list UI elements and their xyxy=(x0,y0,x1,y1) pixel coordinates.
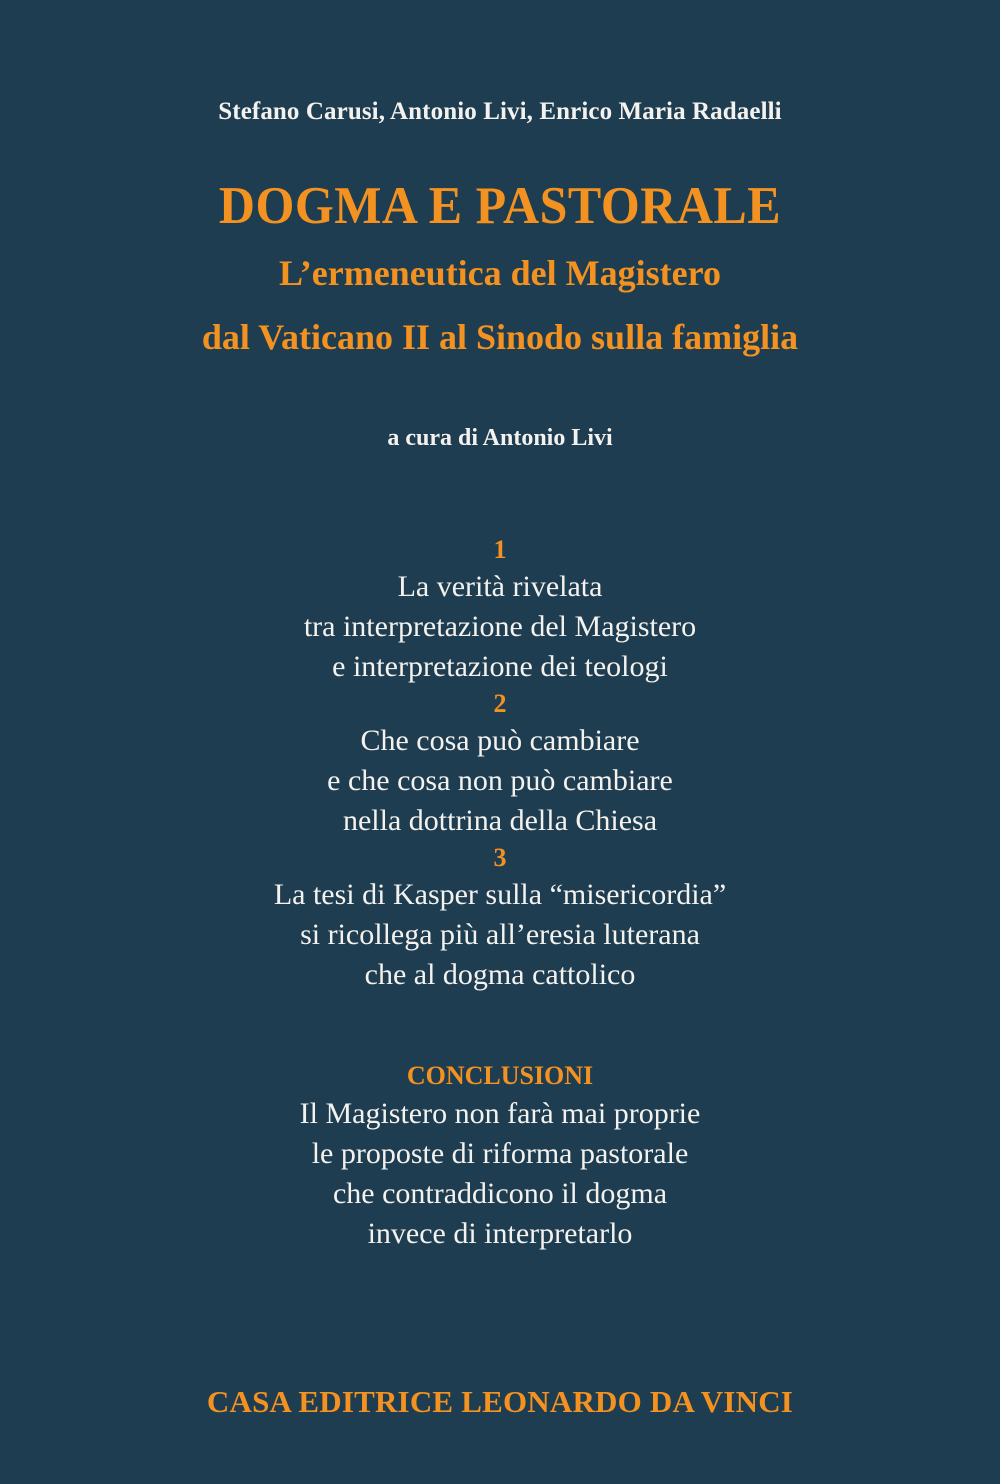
conclusions-line: le proposte di riforma pastorale xyxy=(311,1137,689,1170)
chapter-line: si ricollega più all’eresia luterana xyxy=(300,918,700,951)
chapter-line: che al dogma cattolico xyxy=(364,958,636,991)
chapter-line: nella dottrina della Chiesa xyxy=(342,804,658,837)
chapter-list xyxy=(0,533,1000,995)
editor-credit: a cura di Antonio Livi xyxy=(387,425,613,451)
book-title: DOGMA E PASTORALE xyxy=(218,175,782,235)
chapter-number: 2 xyxy=(493,689,507,718)
conclusions-line: Il Magistero non farà mai proprie xyxy=(299,1097,701,1130)
subtitle-line-1: L’ermeneutica del Magistero xyxy=(279,253,721,293)
conclusions-heading: CONCLUSIONI xyxy=(406,1061,594,1090)
chapter-line: Che cosa può cambiare xyxy=(360,724,640,757)
chapter-2 xyxy=(0,687,1000,841)
chapter-line: La tesi di Kasper sulla “misericordia” xyxy=(273,878,727,911)
chapter-number: 1 xyxy=(493,535,507,564)
chapter-3 xyxy=(0,841,1000,995)
authors: Stefano Carusi, Antonio Livi, Enrico Maria Radaelli xyxy=(218,98,782,125)
chapter-line: e che cosa non può cambiare xyxy=(327,764,673,797)
chapter-line: tra interpretazione del Magistero xyxy=(303,610,697,643)
publisher-name: CASA EDITRICE LEONARDO DA VINCI xyxy=(206,1384,794,1419)
chapter-1 xyxy=(0,533,1000,687)
conclusions-line: invece di interpretarlo xyxy=(367,1217,633,1250)
conclusions-line: che contraddicono il dogma xyxy=(332,1177,668,1210)
subtitle-line-2: dal Vaticano II al Sinodo sulla famiglia xyxy=(201,317,799,357)
chapter-line: e interpretazione dei teologi xyxy=(332,650,668,683)
chapter-number: 3 xyxy=(493,843,507,872)
chapter-line: La verità rivelata xyxy=(397,570,603,603)
conclusions-section xyxy=(0,1058,1000,1254)
